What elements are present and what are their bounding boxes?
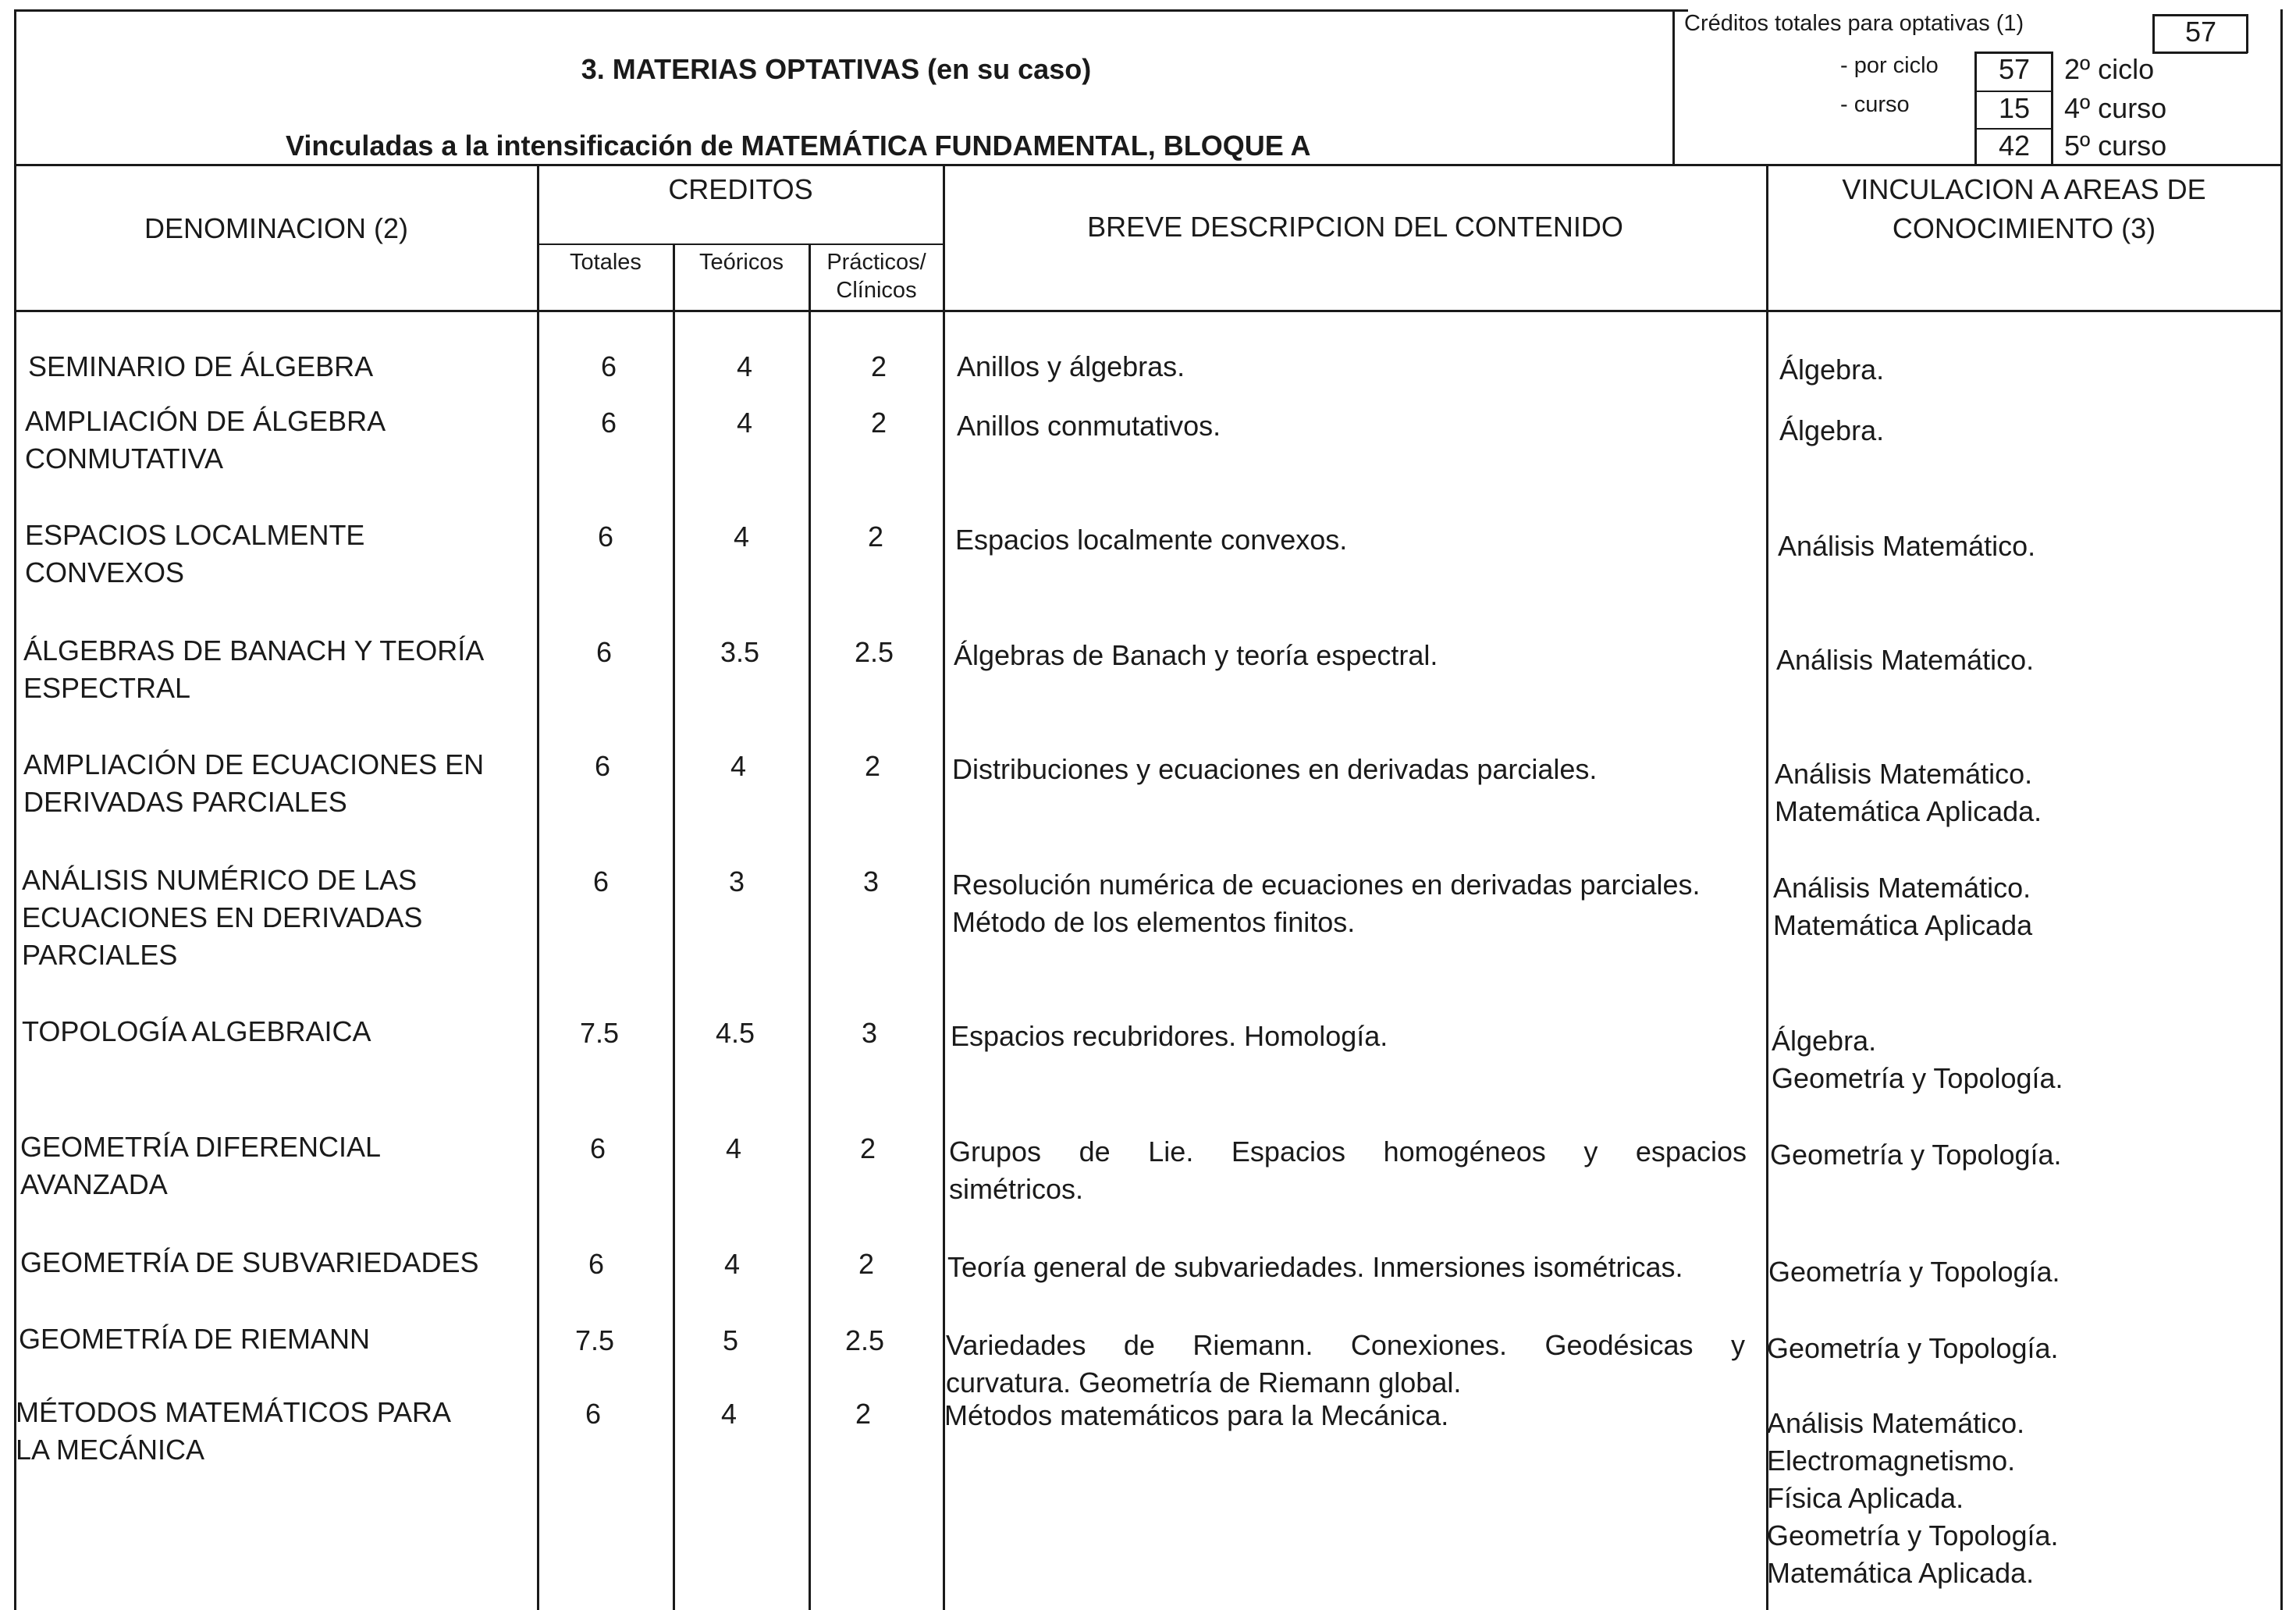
row-desc: Distribuciones y ecuaciones en derivadas parciales. (952, 753, 1598, 785)
credits-per-cycle-label: - por ciclo (1840, 53, 1939, 78)
credits-per-cycle-desc: 2º ciclo (2064, 53, 2155, 85)
table-row-name: MÉTODOS MATEMÁTICOS PARA LA MECÁNICA (16, 1396, 452, 1466)
row-teoricos: 4 (736, 350, 753, 382)
credits-course-value-2: 42 (1998, 130, 2031, 162)
section-title: 3. MATERIAS OPTATIVAS (en su caso) (581, 53, 1092, 85)
row-totales: 6 (595, 636, 613, 668)
row-totales: 6 (592, 865, 610, 897)
col-line-descripcion (1766, 164, 1768, 1610)
row-desc: Anillos conmutativos. (957, 410, 1221, 442)
row-practicos: 2 (870, 350, 887, 382)
row-desc: Anillos y álgebras. (957, 350, 1185, 382)
credits-total-label: Créditos totales para optativas (1) (1684, 11, 2024, 36)
col-header-teoricos: Teóricos (699, 250, 784, 275)
row-areas: Geometría y Topología. (1770, 1139, 2062, 1171)
row-totales: 6 (589, 1132, 606, 1164)
row-desc: Espacios recubridores. Homología. (951, 1020, 1388, 1052)
row-areas: Álgebra. Geometría y Topología. (1772, 1025, 2063, 1094)
col-header-practicos-1: Prácticos/ (826, 250, 926, 275)
row-teoricos: 4 (736, 407, 753, 439)
table-row-name: AMPLIACIÓN DE ECUACIONES EN DERIVADAS PARCIALES (23, 748, 485, 818)
credits-box-total-bottom (2152, 52, 2248, 54)
table-row-name: GEOMETRÍA DIFERENCIAL AVANZADA (20, 1131, 382, 1200)
row-areas: Álgebra. (1779, 354, 1885, 386)
row-areas: Análisis Matemático. Electromagnetismo. Física Aplicada. Geometría y Topología. Matemática Aplicada. (1767, 1407, 2059, 1589)
row-teoricos: 3.5 (720, 636, 760, 668)
row-totales: 6 (600, 407, 617, 439)
table-row-name: ÁLGEBRAS DE BANACH Y TEORÍA ESPECTRAL (23, 634, 485, 704)
row-practicos: 2.5 (844, 1324, 885, 1356)
credits-per-cycle-value: 57 (1998, 53, 2031, 85)
row-practicos: 3 (862, 865, 880, 897)
row-practicos: 2 (859, 1132, 876, 1164)
row-practicos: 2 (864, 750, 881, 782)
row-totales: 6 (600, 350, 617, 382)
table-row-name: AMPLIACIÓN DE ÁLGEBRA CONMUTATIVA (25, 405, 386, 474)
row-teoricos: 4 (730, 750, 747, 782)
credits-course-value-1: 15 (1998, 92, 2031, 124)
col-line-practicos (943, 164, 945, 1610)
table-row-name: TOPOLOGÍA ALGEBRAICA (22, 1015, 371, 1047)
row-teoricos: 4.5 (715, 1017, 755, 1049)
table-row-name: ESPACIOS LOCALMENTE CONVEXOS (25, 519, 365, 588)
row-practicos: 2.5 (854, 636, 894, 668)
col-header-vinculacion-1: VINCULACION A AREAS DE (1842, 173, 2206, 205)
row-areas: Análisis Matemático. (1778, 530, 2036, 562)
row-totales: 7.5 (579, 1017, 620, 1049)
credits-course-label: - curso (1840, 92, 1910, 117)
credits-course-desc-1: 4º curso (2064, 92, 2167, 124)
row-teoricos: 5 (722, 1324, 739, 1356)
frame-left-line (14, 9, 16, 1610)
col-header-practicos-2: Clínicos (836, 278, 917, 303)
row-desc: Métodos matemáticos para la Mecánica. (944, 1399, 1449, 1431)
row-areas: Geometría y Topología. (1768, 1256, 2060, 1288)
table-row-name: GEOMETRÍA DE RIEMANN (19, 1323, 371, 1355)
frame-top-line (14, 9, 1688, 12)
frame-right-line (2280, 164, 2283, 1610)
column-header-divider-line (14, 310, 2283, 312)
section-subtitle: Vinculadas a la intensificación de MATEMÁTICA FUNDAMENTAL, BLOQUE A (286, 130, 1311, 162)
row-desc: Espacios localmente convexos. (955, 524, 1348, 556)
row-areas: Análisis Matemático. Matemática Aplicada. (1775, 758, 2042, 827)
row-desc: Teoría general de subvariedades. Inmersiones isométricas. (947, 1251, 1683, 1283)
row-teoricos: 4 (720, 1398, 737, 1430)
row-desc: Grupos de Lie. Espacios homogéneos y espacios simétricos. (949, 1136, 1747, 1205)
row-teoricos: 4 (733, 521, 750, 553)
row-areas: Geometría y Topología. (1767, 1332, 2059, 1364)
row-areas: Álgebra. (1779, 414, 1885, 446)
row-areas: Análisis Matemático. (1776, 644, 2035, 676)
row-areas: Análisis Matemático. Matemática Aplicada (1773, 872, 2033, 941)
credits-box-left-line (1672, 9, 1675, 165)
row-totales: 6 (594, 750, 611, 782)
row-practicos: 2 (870, 407, 887, 439)
table-row-name: ANÁLISIS NUMÉRICO DE LAS ECUACIONES EN DERIVADAS PARCIALES (22, 864, 423, 971)
table-row-name: GEOMETRÍA DE SUBVARIEDADES (20, 1246, 479, 1278)
row-desc: Variedades de Riemann. Conexiones. Geodésicas y curvatura. Geometría de Riemann global. (946, 1329, 1745, 1399)
table-row-name: SEMINARIO DE ÁLGEBRA (28, 350, 374, 382)
row-totales: 6 (585, 1398, 602, 1430)
row-desc: Álgebras de Banach y teoría espectral. (954, 639, 1438, 671)
credits-total-value: 57 (2184, 16, 2217, 48)
row-practicos: 2 (855, 1398, 872, 1430)
creditos-subheader-line (538, 243, 944, 245)
col-header-descripcion: BREVE DESCRIPCION DEL CONTENIDO (1087, 211, 1623, 243)
row-practicos: 2 (867, 521, 884, 553)
row-totales: 6 (597, 521, 614, 553)
col-header-totales: Totales (570, 250, 642, 275)
credits-course-desc-2: 5º curso (2064, 130, 2167, 162)
row-teoricos: 4 (725, 1132, 742, 1164)
row-practicos: 2 (858, 1248, 875, 1280)
row-totales: 7.5 (574, 1324, 615, 1356)
credits-box-right-line (2280, 9, 2283, 165)
col-header-vinculacion-2: CONOCIMIENTO (3) (1892, 212, 2156, 244)
row-practicos: 3 (861, 1017, 878, 1049)
row-teoricos: 3 (728, 865, 745, 897)
header-divider-line (14, 164, 2283, 166)
row-teoricos: 4 (723, 1248, 741, 1280)
col-header-denominacion: DENOMINACION (2) (144, 212, 408, 244)
col-header-creditos: CREDITOS (668, 173, 813, 205)
row-desc: Resolución numérica de ecuaciones en derivadas parciales. Método de los elementos finitos. (952, 869, 1701, 938)
row-totales: 6 (588, 1248, 605, 1280)
